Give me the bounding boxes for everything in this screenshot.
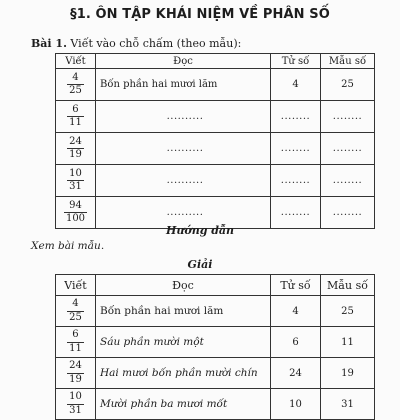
numerator-cell: 4 [271, 296, 321, 327]
reading-cell: Bốn phần hai mươi lăm [96, 69, 271, 101]
fraction [67, 105, 84, 129]
denominator-blank: ........ [321, 133, 375, 165]
denominator-blank: ........ [321, 165, 375, 197]
fraction-cell [56, 296, 96, 327]
fraction [67, 73, 84, 97]
fraction-numerator: 24 [67, 137, 84, 150]
table-row [56, 133, 375, 165]
reading-cell: Mười phần ba mươi mốt [96, 389, 271, 420]
section-title: §1. ÔN TẬP KHÁI NIỆM VỀ PHÂN SỐ [70, 7, 330, 22]
fraction-denominator: 11 [69, 342, 82, 354]
fraction-numerator: 6 [67, 105, 84, 118]
reading-blank: .......... [96, 101, 271, 133]
fraction-cell [56, 389, 96, 420]
table-row [56, 296, 375, 327]
reading-cell: Bốn phần hai mươi lăm [96, 296, 271, 327]
denominator-blank: ........ [321, 197, 375, 229]
reading-cell: Sáu phần mười một [96, 327, 271, 358]
exercise-prompt [31, 37, 241, 50]
reading-blank: .......... [96, 197, 271, 229]
fraction-numerator: 10 [67, 169, 84, 182]
fraction [67, 169, 84, 193]
fraction-numerator: 4 [67, 299, 84, 312]
fraction-denominator: 31 [69, 404, 82, 416]
exercise-label: Bài 1. [31, 37, 67, 50]
denominator-blank: ........ [321, 101, 375, 133]
numerator-blank: ........ [271, 101, 321, 133]
solution-table [55, 274, 375, 420]
header-numerator: Tử số [271, 54, 321, 69]
fraction-cell [56, 101, 96, 133]
denominator-cell: 25 [321, 69, 375, 101]
numerator-cell: 10 [271, 389, 321, 420]
fraction-cell [56, 327, 96, 358]
fraction-denominator: 11 [69, 117, 82, 128]
fraction-numerator: 24 [67, 361, 84, 374]
reading-blank: .......... [96, 133, 271, 165]
numerator-cell: 4 [271, 69, 321, 101]
fraction-numerator: 94 [64, 201, 87, 214]
header-numerator: Tử số [271, 275, 321, 296]
table-row [56, 327, 375, 358]
fraction [64, 201, 87, 225]
table-row [56, 165, 375, 197]
fraction-denominator: 31 [69, 181, 82, 192]
fraction [67, 361, 84, 385]
fraction-denominator: 100 [65, 213, 86, 224]
denominator-cell: 31 [321, 389, 375, 420]
denominator-cell: 11 [321, 327, 375, 358]
fraction-numerator: 10 [67, 392, 84, 405]
fraction [67, 137, 84, 161]
numerator-blank: ........ [271, 133, 321, 165]
header-write: Viết [56, 54, 96, 69]
fraction-cell [56, 69, 96, 101]
fraction-cell [56, 133, 96, 165]
fraction [67, 299, 84, 323]
numerator-blank: ........ [271, 165, 321, 197]
fraction-cell [56, 165, 96, 197]
fraction-denominator: 19 [69, 149, 82, 160]
fraction [67, 392, 84, 416]
guide-heading: Hướng dẫn [165, 224, 235, 237]
header-denominator: Mẫu số [321, 275, 375, 296]
fraction-cell [56, 358, 96, 389]
solution-heading: Giải [187, 258, 213, 271]
denominator-cell: 25 [321, 296, 375, 327]
reading-blank: .......... [96, 165, 271, 197]
guide-text: Xem bài mẫu. [31, 240, 105, 252]
solution-rows [56, 296, 375, 420]
table-row [56, 101, 375, 133]
header-denominator: Mẫu số [321, 54, 375, 69]
fraction-numerator: 6 [67, 330, 84, 343]
fraction-denominator: 25 [69, 85, 82, 96]
reading-cell: Hai mươi bốn phần mười chín [96, 358, 271, 389]
fraction-denominator: 25 [69, 311, 82, 323]
table-row [56, 358, 375, 389]
fraction-denominator: 19 [69, 373, 82, 385]
denominator-cell: 19 [321, 358, 375, 389]
exercise-rows [56, 69, 375, 229]
table-row [56, 389, 375, 420]
table-row [56, 69, 375, 101]
fraction-numerator: 4 [67, 73, 84, 86]
header-read: Đọc [96, 54, 271, 69]
numerator-cell: 6 [271, 327, 321, 358]
header-read: Đọc [96, 275, 271, 296]
fraction [67, 330, 84, 354]
numerator-cell: 24 [271, 358, 321, 389]
header-write: Viết [56, 275, 96, 296]
numerator-blank: ........ [271, 197, 321, 229]
exercise-table [55, 53, 375, 229]
exercise-instruction: Viết vào chỗ chấm (theo mẫu): [70, 37, 242, 50]
